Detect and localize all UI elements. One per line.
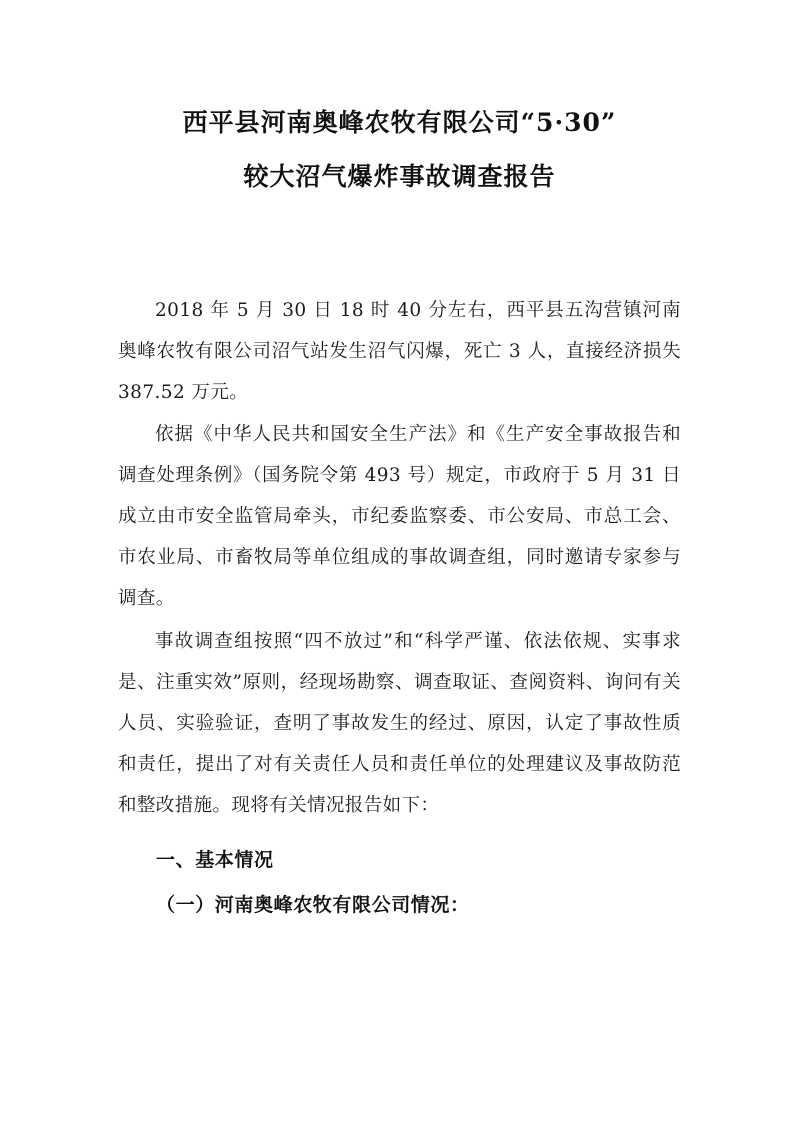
document-body — [118, 290, 681, 926]
section-heading-basic-situation: 一、基本情况 — [156, 849, 274, 871]
paragraph-legal-basis: 依据《中华人民共和国安全生产法》和《生产安全事故报告和调查处理条例》（国务院令第 493 号）规定，市政府于 5 月 31 日成立由市安全监管局牵头，市纪委监察委、市公安局、市总工会、市农业局、市畜牧局等单位组成的事故调查组，同时邀请专家参与调查。 — [118, 424, 681, 609]
subsection-heading-company-info: （一）河南奥峰农牧有限公司情况： — [156, 894, 470, 916]
page-title-line-2: 较大沼气爆炸事故调查报告 — [243, 162, 556, 191]
paragraph-investigation-process: 事故调查组按照“四不放过”和“科学严谨、依法依规、实事求是、注重实效”原则，经现场勘察、调查取证、查阅资料、询问有关人员、实验验证，查明了事故发生的经过、原因，认定了事故性质和责任，提出了对有关责任人员和责任单位的处理建议及事故防范和整改措施。现将有关情况报告如下： — [118, 631, 681, 816]
page-title — [118, 96, 681, 204]
page-title-line-1: 西平县河南奥峰农牧有限公司“5·30” — [182, 108, 617, 137]
paragraph-overview: 2018 年 5 月 30 日 18 时 40 分左右，西平县五沟营镇河南奥峰农牧有限公司沼气站发生沼气闪爆，死亡 3 人，直接经济损失 387.52 万元。 — [118, 300, 681, 403]
